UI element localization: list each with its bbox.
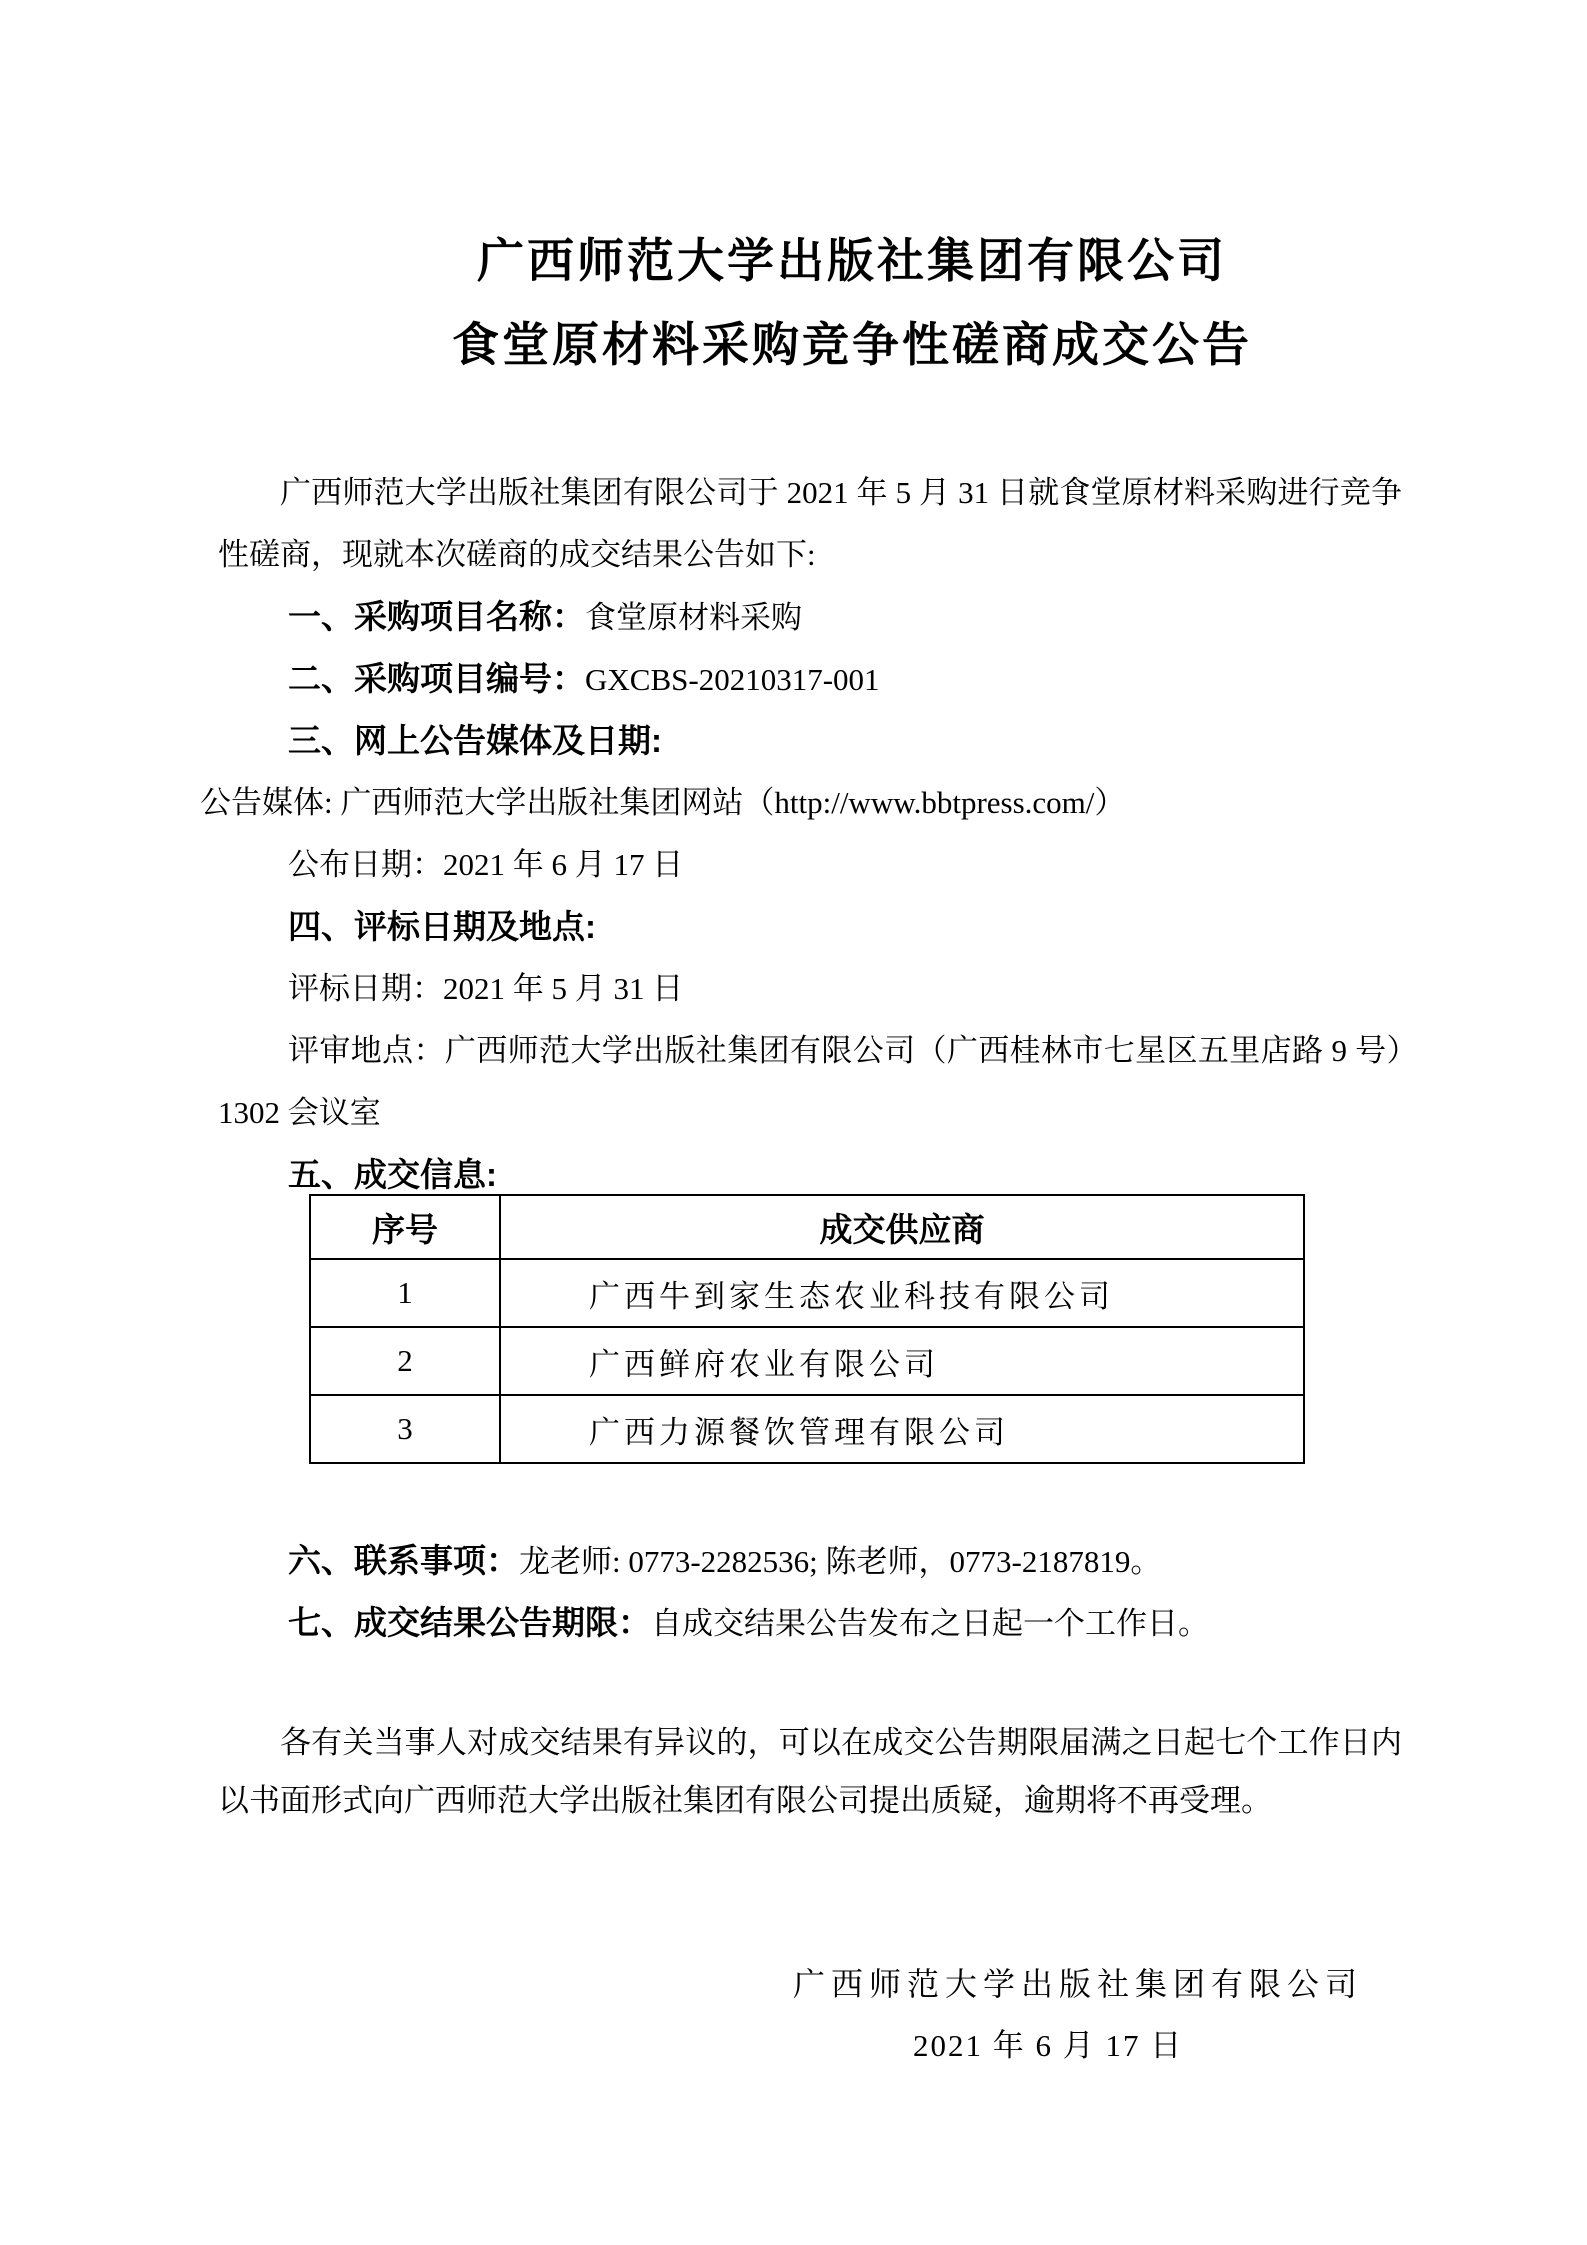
table-row [310, 1259, 1304, 1327]
item-period [218, 1592, 1402, 1655]
item-purchase-name-label: 一、采购项目名称： [288, 598, 585, 635]
table-row [310, 1327, 1304, 1395]
signature-date: 2021 年 6 月 17 日 [913, 2028, 1184, 2063]
item-contact-value: 龙老师: 0773-2282536; 陈老师，0773-2187819。 [519, 1544, 1162, 1579]
intro-paragraph: 广西师范大学出版社集团有限公司于 2021 年 5 月 31 日就食堂原材料采购进行竞争性磋商，现就本次磋商的成交结果公告如下: [218, 475, 1402, 572]
table-header-supplier: 成交供应商 [500, 1195, 1304, 1259]
row2-supplier: 广西鲜府农业有限公司 [500, 1327, 1304, 1395]
item-purchase-name-value: 食堂原材料采购 [585, 600, 802, 635]
table-header-serial: 序号 [310, 1195, 500, 1259]
publish-date-value: 2021 年 6 月 17 日 [443, 847, 684, 882]
item-purchase-code [218, 648, 1402, 711]
item-contact [218, 1530, 1402, 1593]
item-contact-label: 六、联系事项： [288, 1542, 519, 1579]
closing-paragraph: 各有关当事人对成交结果有异议的，可以在成交公告期限届满之日起七个工作日内以书面形式向广西师范大学出版社集团有限公司提出质疑，逾期将不再受理。 [218, 1725, 1402, 1818]
row2-serial: 2 [310, 1327, 500, 1395]
item-purchase-code-value: GXCBS-20210317-001 [585, 662, 880, 697]
eval-place-paragraph [218, 1020, 1402, 1144]
publish-date-line [218, 834, 1402, 896]
eval-date-label: 评标日期： [288, 971, 443, 1006]
item-purchase-code-label: 二、采购项目编号： [288, 660, 585, 697]
eval-place-value: 广西师范大学出版社集团有限公司（广西桂林市七星区五里店路 9 号）1302 会议室 [218, 1033, 1402, 1130]
row1-supplier: 广西牛到家生态农业科技有限公司 [500, 1259, 1304, 1327]
item-purchase-name [218, 586, 1402, 649]
doc-title-line2: 食堂原材料采购竞争性磋商成交公告 [452, 320, 1252, 372]
row3-supplier: 广西力源餐饮管理有限公司 [500, 1395, 1304, 1463]
media-value: 广西师范大学出版社集团网站（http://www.bbtpress.com/） [340, 785, 1126, 820]
eval-date-value: 2021 年 5 月 31 日 [443, 971, 684, 1006]
deal-info-table [309, 1194, 1305, 1464]
item-media-heading [218, 710, 1402, 773]
item-eval-heading-label: 四、评标日期及地点: [288, 908, 596, 945]
media-line [200, 772, 1384, 834]
eval-place-label: 评审地点： [288, 1033, 445, 1068]
eval-date-line [218, 958, 1402, 1020]
table-header-row [310, 1195, 1304, 1259]
signature-company: 广西师范大学出版社集团有限公司 [793, 1966, 1364, 2002]
media-label: 公告媒体: [200, 785, 341, 820]
publish-date-label: 公布日期： [288, 847, 443, 882]
row1-serial: 1 [310, 1259, 500, 1327]
item-period-label: 七、成交结果公告期限： [288, 1604, 651, 1641]
item-eval-heading [218, 896, 1402, 959]
item-period-value: 自成交结果公告发布之日起一个工作日。 [651, 1606, 1209, 1641]
row3-serial: 3 [310, 1395, 500, 1463]
item-media-heading-label: 三、网上公告媒体及日期: [288, 722, 662, 759]
doc-title-line1: 广西师范大学出版社集团有限公司 [477, 236, 1227, 288]
table-row [310, 1395, 1304, 1463]
item-deal-heading-label: 五、成交信息: [288, 1156, 497, 1193]
